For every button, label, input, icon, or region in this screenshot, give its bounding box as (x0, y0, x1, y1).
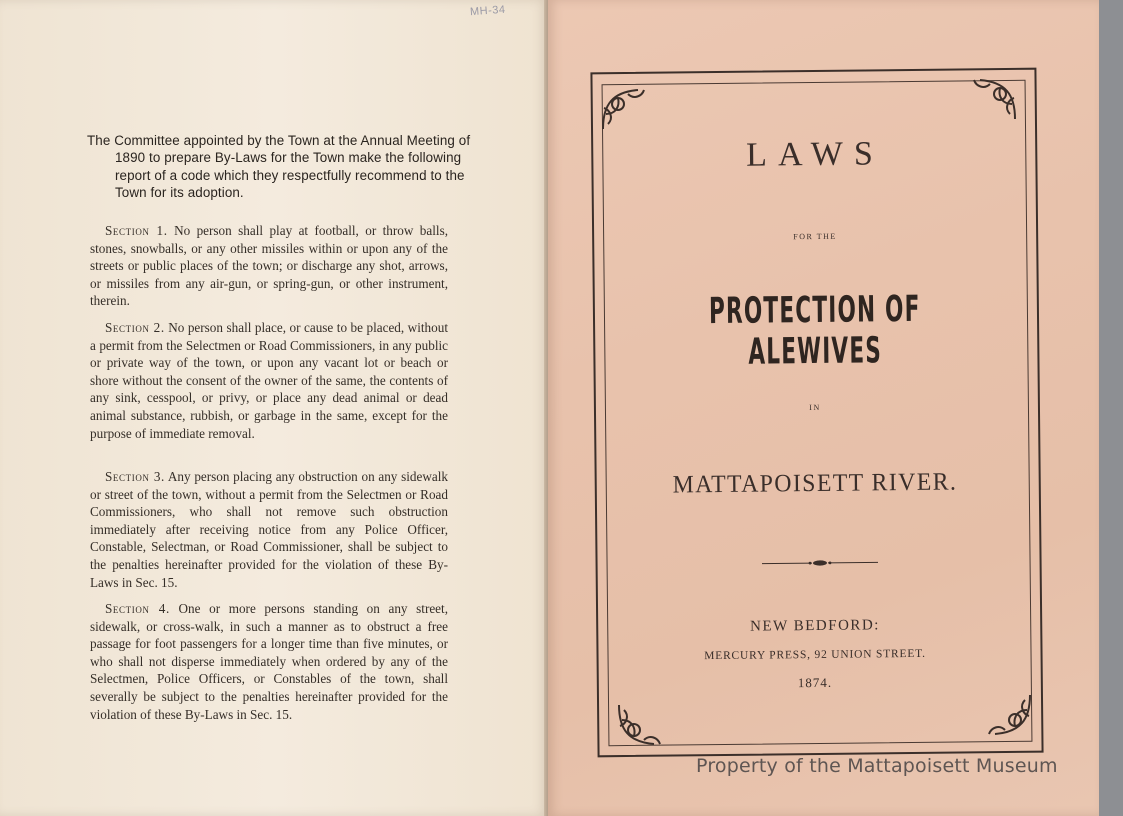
corner-ornament-top-right-icon (970, 74, 1020, 124)
committee-intro: The Committee appointed by the Town at the Annual Meeting of 1890 to prepare By-Laws for the Town make the following report of a code which they respectfully recommend to the Town for its adoption. (87, 133, 471, 200)
cover-city: NEW BEDFORD: (750, 617, 880, 635)
corner-ornament-bottom-left-icon (614, 700, 664, 750)
divider-ornament-icon (760, 556, 880, 569)
catalog-mark: MH-34 (469, 3, 506, 19)
section-4-label: Section 4. (105, 601, 170, 616)
section-4-text: One or more persons standing on any street, sidewalk, or cross-walk, in such a manner as to obstruct a free passage for foot passengers for a longer time than five minutes, or who shall not disperse immediately when ordered by any of the Selectmen, Police Officers, or Constables of the town, shall severally be subject to the penalties hereinafter provided for the violation of these By-Laws in Sec. 15. (90, 601, 449, 722)
cover-year: 1874. (797, 674, 833, 691)
cover-press: MERCURY PRESS, 92 UNION STREET. (704, 647, 926, 663)
cover-title: LAWS (745, 135, 884, 174)
cover-place: MATTAPOISETT RIVER. (672, 468, 958, 499)
section-1-text: No person shall play at football, or throw balls, stones, snowballs, or any other missiles within or upon any of the streets or public places of the town; or discharge any shot, arrows, or missiles from any air-gun, or spring-gun, or other instrument, therein. (90, 223, 448, 309)
corner-ornament-bottom-right-icon (985, 690, 1035, 740)
section-4 (90, 600, 448, 723)
section-2 (90, 319, 448, 442)
section-1-label: Section 1. (105, 223, 168, 238)
cover-in: IN (809, 402, 821, 413)
section-3-label: Section 3. (105, 469, 165, 484)
section-2-label: Section 2. (105, 320, 165, 335)
museum-watermark: Property of the Mattapoisett Museum (696, 755, 1058, 777)
section-2-text: No person shall place, or cause to be placed, without a permit from the Selectmen or Road Commissioners, in any public or private way of the town, or upon any vacant lot or beach or shore without the consent of the owner of the same, the contents of any sink, cesspool, or privy, or place any dead animal or dead animal substance, rubbish, or garbage in the same, except for the purpose of immediate removal. (90, 320, 448, 441)
cover-for-the: FOR THE (793, 231, 837, 242)
cover-subject: PROTECTION OF ALEWIVES (708, 288, 921, 373)
section-3 (90, 468, 448, 591)
section-3-text: Any person placing any obstruction on any sidewalk or street of the town, without a permit from the Selectmen or Road Commissioners, who shall not remove such obstruction immediately after receiving notice from any Police Officer, Constable, Selectman, or Road Commissioner, shall be subject to the penalties hereinafter provided for the violation of these By-Laws in Sec. 15. (90, 469, 448, 590)
corner-ornament-top-left-icon (598, 84, 648, 134)
section-1 (90, 222, 448, 310)
